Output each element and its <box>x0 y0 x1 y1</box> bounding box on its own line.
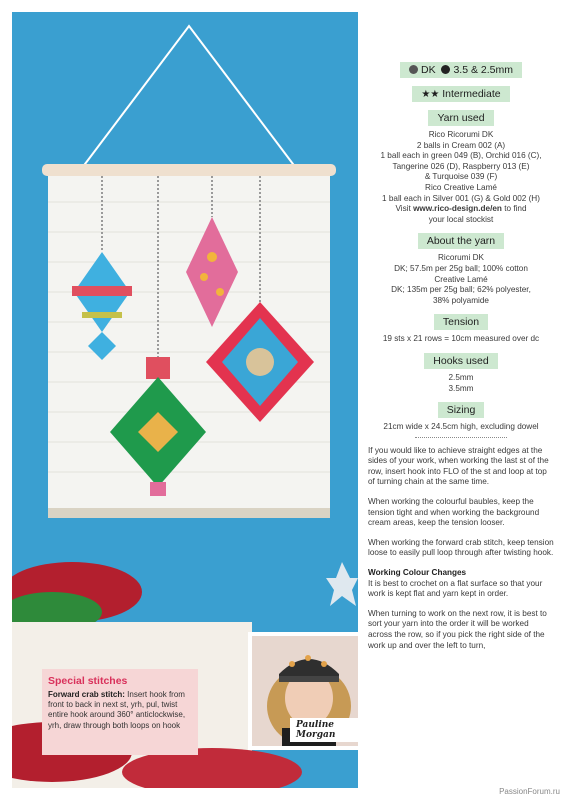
note-paragraph: When working the forward crab stitch, keep tension loose to easily pull loop through after twisting hook. <box>368 537 554 558</box>
yarn-line: 2 balls in Cream 002 (A) <box>416 140 506 150</box>
project-photo <box>12 12 358 788</box>
yarn-used-body <box>368 130 554 225</box>
yarn-line: Rico Ricorumi DK <box>428 130 494 139</box>
yarn-line: Tangerine 026 (D), Raspberry 013 (E) <box>392 161 530 171</box>
about-line: DK; 135m per 25g ball; 62% polyester, <box>391 285 531 295</box>
about-yarn-title: About the yarn <box>418 233 504 249</box>
portrait-photo <box>252 636 358 746</box>
about-line: Ricorumi DK <box>438 253 484 263</box>
hook-icon <box>441 65 450 74</box>
hooks-body <box>368 373 554 394</box>
dowel <box>42 164 336 176</box>
special-stitches-title: Special stitches <box>48 675 128 687</box>
designer-name: Pauline Morgan <box>290 718 358 742</box>
level-row <box>368 86 554 102</box>
special-stitches-text <box>48 690 190 731</box>
hook-line: 3.5mm <box>448 383 474 393</box>
note-paragraph: When working the colourful baubles, keep the tension tight and when working the background cream areas, keep the tension looser. <box>368 497 540 528</box>
hook-sizes: 3.5 & 2.5mm <box>453 64 513 76</box>
yarn-used-title: Yarn used <box>428 110 493 126</box>
hanging-string <box>82 26 296 168</box>
notes-section <box>368 446 554 652</box>
watermark: PassionForum.ru <box>499 787 560 796</box>
visit-line-2: your local stockist <box>428 214 494 224</box>
star-icon: ★★ <box>421 89 440 100</box>
tension-title: Tension <box>434 314 488 330</box>
about-line: DK; 57.5m per 25g ball; 100% cotton <box>394 263 528 273</box>
tension-section <box>368 314 554 345</box>
yarn-line: Rico Creative Lamé <box>425 182 497 192</box>
yarn-ball-icon <box>409 65 418 74</box>
sizing-text: 21cm wide x 24.5cm high, excluding dowel <box>383 422 539 432</box>
about-line: Creative Lamé <box>434 274 488 284</box>
about-yarn-body <box>368 253 554 306</box>
level-text: Intermediate <box>442 88 501 100</box>
yarn-line: & Turquoise 039 (F) <box>424 172 498 182</box>
yarn-weight-hook-row <box>368 62 554 78</box>
yarn-weight: DK <box>421 64 436 76</box>
tension-text: 19 sts x 21 rows = 10cm measured over dc <box>382 334 540 344</box>
special-stitches-box <box>42 669 198 755</box>
about-line: 38% polyamide <box>433 295 489 305</box>
hooks-section <box>368 353 554 394</box>
hooks-title: Hooks used <box>424 353 497 369</box>
sizing-section <box>368 402 554 433</box>
sizing-title: Sizing <box>438 402 485 418</box>
visit-suffix: to find <box>504 204 527 214</box>
visit-prefix: Visit <box>395 204 411 214</box>
colour-changes-heading: Working Colour Changes <box>368 568 467 578</box>
yarn-line: 1 ball each in green 049 (B), Orchid 016 (C), <box>380 151 542 161</box>
note-paragraph: It is best to crochet on a flat surface so that your work is kept flat and yarn kept in order. <box>368 578 543 599</box>
dotted-divider <box>415 437 507 438</box>
visit-line <box>368 204 554 215</box>
designer-portrait <box>248 632 358 750</box>
level-pill <box>412 86 509 102</box>
hook-line: 2.5mm <box>448 372 474 382</box>
special-stitch-description: Insert hook from front to back in next st, yrh, pul, twist entire hook around 360° anticlockwise, yrh, draw through both loops on hook <box>48 690 186 730</box>
yarn-used-section <box>368 110 554 225</box>
yarn-line: 1 ball each in Silver 001 (G) & Gold 002 (H) <box>382 193 540 203</box>
panel-edge <box>48 508 330 518</box>
note-paragraph: When turning to work on the next row, it is best to sort your yarn into the order it will be worked across the row, so if you pick the right side of the work up and over the left to turn, <box>368 608 547 650</box>
note-paragraph: If you would like to achieve straight edges at the sides of your work, when working the last st of the row, insert hook into FLO of the st and loop at top of turning chain at the same time. <box>368 445 549 487</box>
yarn-hook-pill <box>400 62 522 78</box>
pattern-info-column <box>368 62 554 660</box>
about-yarn-section <box>368 233 554 306</box>
stockist-link[interactable]: www.rico-design.de/en <box>413 204 502 214</box>
special-stitch-term: Forward crab stitch: <box>48 690 125 699</box>
